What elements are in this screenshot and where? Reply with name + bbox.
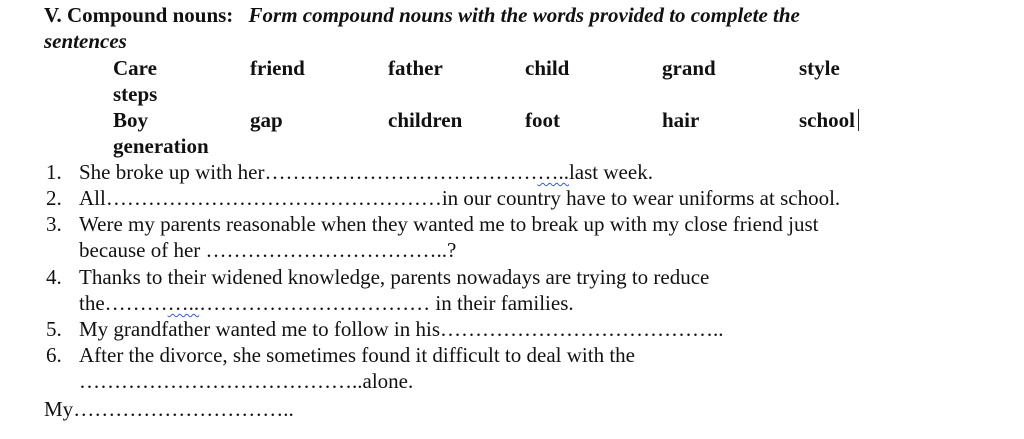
sentence-number: 2. <box>46 186 62 210</box>
blank-dots-flagged: ….. <box>537 160 569 184</box>
word-bank-item: father <box>388 56 443 80</box>
heading-label: V. Compound nouns: <box>44 3 234 27</box>
sentence-number: 4. <box>46 265 62 289</box>
word-bank-item: steps <box>113 82 158 106</box>
blank-dots: ………………………………….. <box>440 317 724 341</box>
word-bank-item: foot <box>525 108 560 132</box>
sentence-text: My grandfather wanted me to follow in his <box>79 317 440 341</box>
heading-instruction-cont: sentences <box>44 29 127 53</box>
word-bank-item: child <box>525 56 570 80</box>
word-bank-item: generation <box>113 134 209 158</box>
sentence-6-continued: …………………………………..alone. <box>79 369 414 393</box>
sentence-3-continued: because of her ……………………………..? <box>79 238 457 262</box>
word-bank-item-text: school <box>799 108 856 132</box>
blank-dots: ………………………….. <box>73 397 294 421</box>
sentence-text: She broke up with her <box>79 160 265 184</box>
sentence-text: the <box>79 291 105 315</box>
text-cursor <box>858 109 859 131</box>
heading-instruction-continued <box>44 28 127 54</box>
word-bank-item: style <box>799 56 840 80</box>
sentence-text: last week. <box>568 160 653 184</box>
sentence-number: 3. <box>46 212 62 236</box>
sentence-6: After the divorce, she sometimes found it difficult to deal with the <box>79 343 635 367</box>
word-bank-item: Care <box>113 56 157 80</box>
word-bank-item: friend <box>250 56 305 80</box>
sentence-3: Were my parents reasonable when they wanted me to break up with my close friend just <box>79 212 819 236</box>
word-bank-item: Boy <box>113 108 149 132</box>
word-bank-item: children <box>388 108 463 132</box>
sentence-text: All <box>79 186 106 210</box>
extra-line <box>44 396 294 422</box>
sentence-text: in our country have to wear uniforms at school. <box>441 186 841 210</box>
blank-dots: …………………………… in their families. <box>199 291 574 315</box>
word-bank-item: gap <box>250 108 283 132</box>
sentence-1 <box>79 159 653 185</box>
word-bank-item: hair <box>662 108 700 132</box>
blank-dots: ………………………………… <box>264 160 538 184</box>
sentence-number: 6. <box>46 343 62 367</box>
exercise-heading <box>44 2 800 28</box>
sentence-4: Thanks to their widened knowledge, parents nowadays are trying to reduce <box>79 265 710 289</box>
sentence-number: 5. <box>46 317 62 341</box>
word-bank-item <box>799 107 859 133</box>
sentence-4-continued <box>79 290 574 316</box>
blank-dots: ……… <box>104 291 168 315</box>
heading-instruction: Form compound nouns with the words provided to complete the <box>248 3 800 27</box>
sentence-2 <box>79 185 840 211</box>
extra-line-text: My <box>44 397 74 421</box>
sentence-number: 1. <box>46 160 62 184</box>
sentence-5 <box>79 316 724 342</box>
blank-dots-flagged: ….. <box>167 291 200 315</box>
word-bank-item: grand <box>662 56 716 80</box>
blank-dots: ………………………………………… <box>105 186 442 210</box>
